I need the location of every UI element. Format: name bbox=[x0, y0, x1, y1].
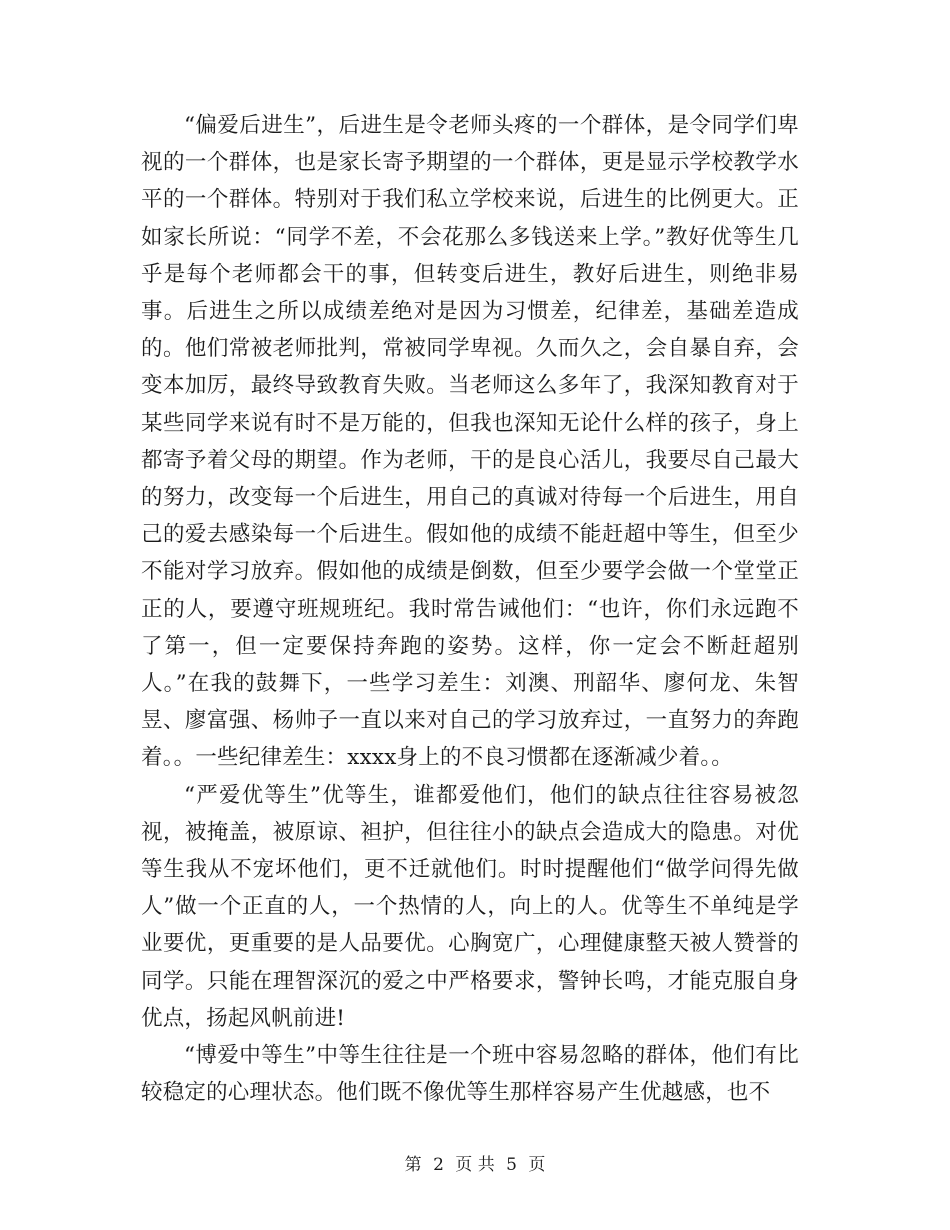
paragraph-middle-students: “博爱中等生”中等生往往是一个班中容易忽略的群体，他们有比较稳定的心理状态。他们既不像优等生那样容易产生优越感，也不 bbox=[141, 1043, 799, 1106]
footer-middle: 页 共 bbox=[455, 1155, 495, 1175]
paragraph-backward-students: “偏爱后进生”，后进生是令老师头疼的一个群体，是令同学们卑视的一个群体，也是家长寄予期望的一个群体，更是显示学校教学水平的一个群体。特别对于我们私立学校来说，后进生的比例更大。正如家长所说：“同学不差，不会花那么多钱送来上学。”教好优等生几乎是每个老师都会干的事，但转变后进生，教好后进生，则绝非易事。后进生之所以成绩差绝对是因为习惯差，纪律差，基础差造成的。他们常被老师批判，常被同学卑视。久而久之，会自暴自弃，会变本加厉，最终导致教育失败。当老师这么多年了，我深知教育对于某些同学来说有时不是万能的，但我也深知无论什么样的孩子，身上都寄予着父母的期望。作为老师，干的是良心活儿，我要尽自己最大的努力，改变每一个后进生，用自己的真诚对待每一个后进生，用自己的爱去感染每一个后进生。假如他的成绩不能赶超中等生，但至少不能对学习放弃。假如他的成绩是倒数，但至少要学会做一个堂堂正正的人，要遵守班规班纪。我时常告诫他们：“也许，你们永远跑不了第一，但一定要保持奔跑的姿势。这样，你一定会不断赶超别人。”在我的鼓舞下，一些学习差生：刘澳、刑韶华、廖何龙、朱智昱、廖富强、杨帅子一直以来对自己的学习放弃过，一直努力的奔跑着。。一些纪律差生：xxxx身上的不良习惯都在逐渐减少着。。 bbox=[141, 113, 799, 771]
current-page-number: 2 bbox=[433, 1155, 444, 1175]
total-page-count: 5 bbox=[506, 1155, 517, 1175]
paragraph-top-students: “严爱优等生”优等生，谁都爱他们，他们的缺点往往容易被忽视，被掩盖，被原谅、袒护，但往往小的缺点会造成大的隐患。对优等生我从不宠坏他们，更不迁就他们。时时提醒他们“做学问得先做人”做一个正直的人，一个热情的人，向上的人。优等生不单纯是学业要优，更重要的是人品要优。心胸宽广，心理健康整天被人赞誉的同学。只能在理智深沉的爱之中严格要求，警钟长鸣，才能克服自身优点，扬起风帆前进! bbox=[141, 782, 799, 1031]
footer-suffix: 页 bbox=[528, 1155, 546, 1175]
footer-prefix: 第 bbox=[404, 1155, 422, 1175]
body-text bbox=[141, 107, 799, 1111]
page-footer bbox=[0, 1150, 950, 1175]
